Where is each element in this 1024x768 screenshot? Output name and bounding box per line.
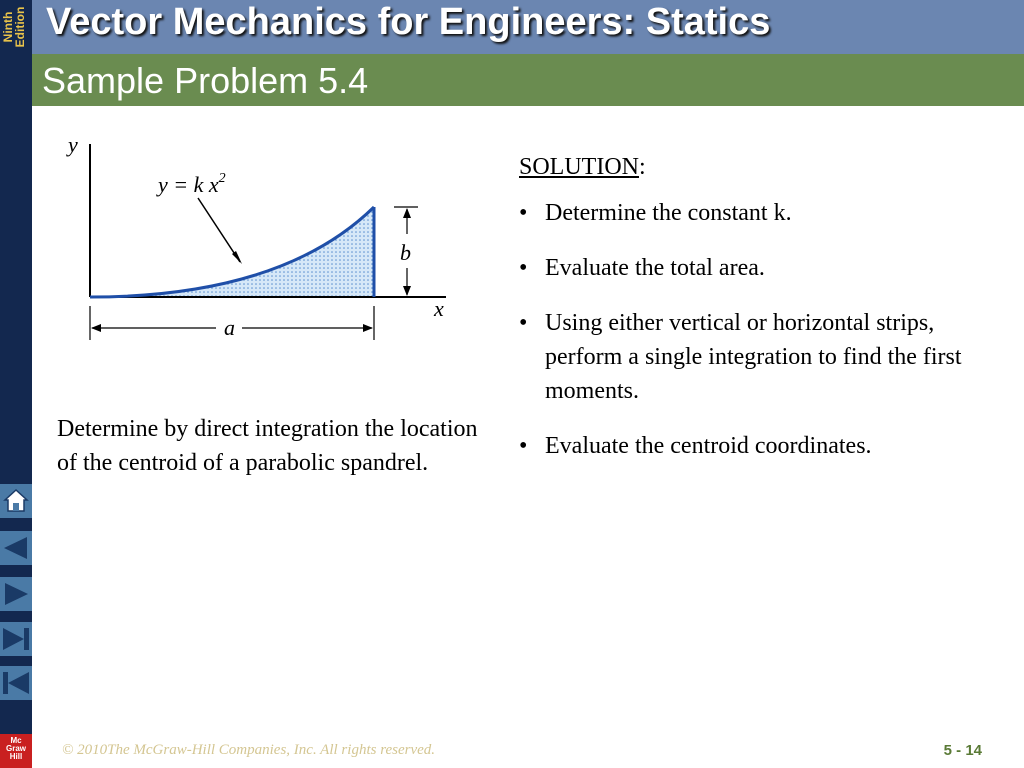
logo-line-hill: Hill [9, 752, 23, 761]
edition-label [2, 0, 30, 59]
y-axis-label: y [68, 132, 78, 157]
solution-step: • Determine the constant k. [519, 196, 999, 230]
skip-forward-icon [0, 622, 32, 656]
height-dim-arrow-up [403, 208, 411, 218]
equation-label: y = k $x^2$ [158, 171, 226, 197]
solution-heading [519, 150, 999, 184]
slide-subtitle: Sample Problem 5.4 [42, 60, 369, 101]
title-bar [32, 0, 1024, 54]
triangle-right-icon [0, 577, 32, 611]
solution-step: • Evaluate the total area. [519, 251, 999, 285]
subtitle-bar [32, 54, 1024, 106]
page-title: Vector Mechanics for Engineers: Statics [46, 1, 771, 43]
triangle-left-icon [0, 531, 32, 565]
edition-line-ninth: Ninth [1, 11, 15, 43]
width-label: a [224, 315, 235, 340]
solution-step: • Evaluate the centroid coordinates. [519, 429, 999, 463]
home-icon [0, 484, 32, 518]
x-axis-label: x [434, 296, 444, 321]
mcgraw-hill-logo [0, 734, 32, 768]
spandrel-figure [58, 130, 458, 360]
equation-pointer-head [232, 251, 242, 264]
solution-step: • Using either vertical or horizontal strips, perform a single integration to find the first moments. [519, 306, 999, 408]
solution-heading-text: SOLUTION [519, 154, 639, 180]
problem-statement: Determine by direct integration the location of the centroid of a parabolic spandrel. [57, 416, 478, 476]
next-slide-button[interactable] [0, 577, 32, 611]
last-slide-button[interactable] [0, 622, 32, 656]
logo-line-mc: Mc [10, 736, 22, 745]
spandrel-area [90, 207, 374, 297]
edition-line-edition: Edition [13, 6, 27, 48]
previous-slide-button[interactable] [0, 531, 32, 565]
height-dim-arrow-down [403, 286, 411, 296]
skip-back-icon [0, 666, 32, 700]
width-dim-arrow-right [363, 324, 373, 332]
equation-pointer [198, 198, 240, 262]
first-slide-button[interactable] [0, 666, 32, 700]
width-dim-arrow-left [91, 324, 101, 332]
solution-section [519, 150, 999, 484]
height-label: b [400, 240, 411, 265]
solution-heading-colon: : [639, 154, 646, 180]
logo-line-graw: Graw [5, 744, 26, 753]
copyright-notice: © 2010The McGraw-Hill Companies, Inc. All rights reserved. [62, 742, 436, 758]
solution-steps [519, 196, 999, 463]
slide-number: 5 - 14 [943, 742, 982, 759]
home-button[interactable] [0, 484, 32, 518]
sidebar [0, 0, 32, 768]
